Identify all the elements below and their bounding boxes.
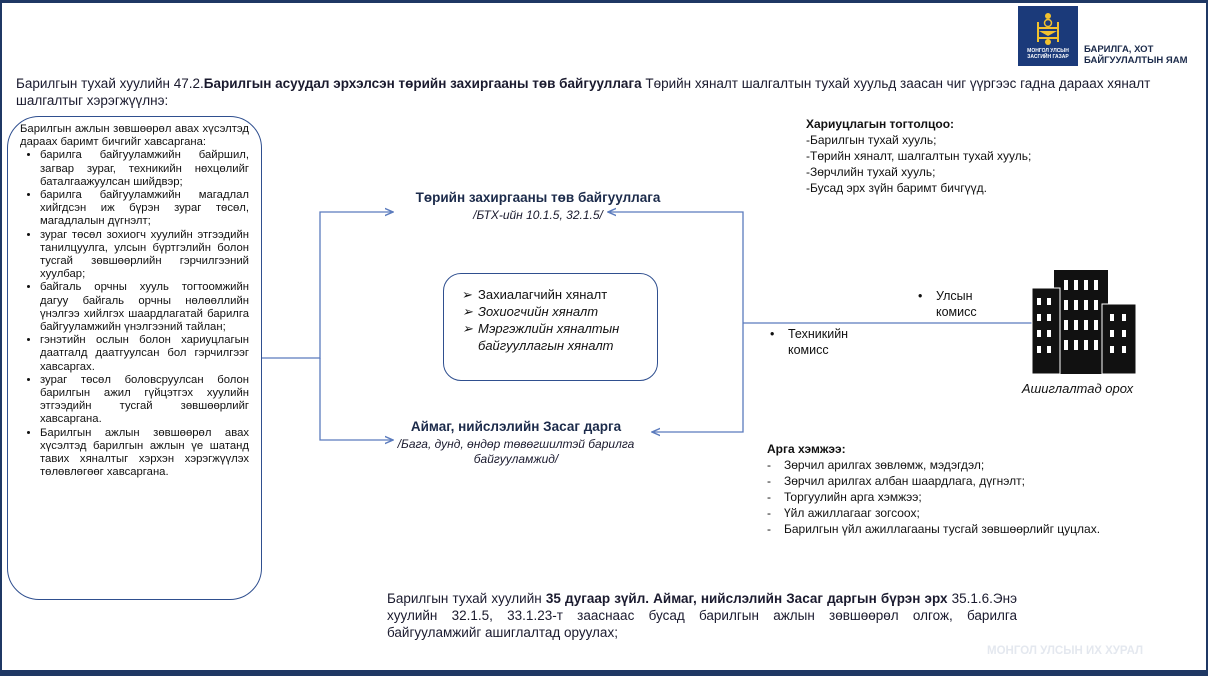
logo-caption: МОНГОЛ УЛСЫН ЗАСГИЙН ГАЗАР (1027, 48, 1069, 60)
technical-commission-label: Техникийн комисс (788, 327, 849, 357)
required-documents-box (7, 116, 262, 600)
measures-list (767, 441, 1187, 537)
list-item: - Зөрчил арилгах албан шаардлага, дүгнэлт; (767, 474, 1025, 488)
list-item: • барилга байгууламжийн магадлал хийгдсэн иж бүрэн зураг төсөл, магадлалын дүгнэлт; (40, 189, 249, 229)
state-commission-label: Улсын комисс (936, 289, 977, 319)
central-authority-reference: /БТХ-ийн 10.1.5, 32.1.5/ (473, 208, 603, 222)
connector-left-to-bottom (320, 358, 393, 440)
arrow-bullet-icon: ➢ (462, 321, 473, 336)
responsibility-system (806, 116, 1106, 196)
central-authority-title: Төрийн захиргааны төв байгууллага (415, 190, 661, 205)
responsibility-heading: Хариуцлагын тогтолцоо: (806, 117, 955, 131)
supervision-item: ➢ Захиалагчийн хяналт (462, 287, 608, 302)
building-icon (1028, 264, 1140, 376)
bullet-icon: • (770, 327, 775, 341)
list-item: -Төрийн хяналт, шалгалтын тухай хууль; (806, 149, 1032, 163)
supervision-types-box (443, 273, 658, 381)
list-item: • Барилгын ажлын зөвшөөрөл авах хүсэлтэд барилгын ажлын үе шатанд тавих хяналтыг хэрхэн хэрэгжүүлэх төлөвлөгөөг хавсаргана. (40, 427, 249, 480)
measures-heading: Арга хэмжээ: (767, 442, 846, 456)
list-item: • гэнэтийн ослын болон хариуцлагын даатгалд даатгуулсан бол гэрчилгээг хавсаргах. (40, 334, 249, 374)
governor-scope: /Бага, дунд, өндөр төвөгшилтэй барилга байгууламжид/ (397, 437, 635, 466)
commissioning-label: Ашиглалтад орох (1021, 381, 1134, 396)
technical-commission (770, 326, 880, 358)
list-item: -Барилгын тухай хууль; (806, 133, 937, 147)
supervision-item: ➢ Зохиогчийн хяналт (462, 304, 599, 319)
arrow-bullet-icon: ➢ (462, 287, 473, 302)
list-item: - Торгуулийн арга хэмжээ; (767, 490, 922, 504)
governor-title: Аймаг, нийслэлийн Засаг дарга (410, 419, 622, 434)
arrow-bullet-icon: ➢ (462, 304, 473, 319)
state-commission (918, 288, 1008, 320)
parliament-watermark: МОНГОЛ УЛСЫН ИХ ХУРАЛ (987, 645, 1144, 657)
intro-part3: Төрийн хяналт шалгалтын тухай хуульд заасан чиг үүргээс гадна дараах хяналт шалгалтыг хэрэгжүүлнэ: (16, 76, 1151, 108)
connector-right-to-bottom (652, 323, 743, 432)
ministry-name: БАРИЛГА, ХОТ БАЙГУУЛАЛТЫН ЯАМ (1084, 44, 1188, 66)
governor-law-text: Барилгын тухай хуулийн 35 дугаар зүйл. Аймаг, нийслэлийн Засаг даргын бүрэн эрх 35.1.6.Энэ хуулийн 32.1.5, 33.1.23-т зааснаас бусад барилгын ажлын зөвшөөрөл олгож, барилга байгууламжийг ашиглалтад оруулах; (387, 591, 1017, 640)
supervision-item: ➢ Мэргэжлийн хяналтын байгууллагын хяналт (462, 321, 620, 353)
list-item: - Үйл ажиллагааг зогсоох; (767, 506, 920, 520)
list-item: - Зөрчил арилгах зөвлөмж, мэдэгдэл; (767, 458, 985, 472)
connector-left-to-top (262, 212, 393, 358)
list-item: - Барилгын үйл ажиллагааны тусгай зөвшөөрлийг цуцлах. (767, 522, 1101, 536)
list-item: • байгаль орчны хууль тогтоомжийн дагуу байгаль орчны нөлөөллийн үнэлгээ хийлгэх шаардлагатай барилга байгууламжийн үнэлгээний тайлан; (40, 281, 249, 334)
required-documents-lead: Барилгын ажлын зөвшөөрөл авах хүсэлтэд дараах баримт бичгийг хавсаргана: (20, 123, 249, 149)
required-documents-list (20, 149, 249, 479)
intro-part1: Барилгын тухай хуулийн 47.2. (16, 76, 204, 91)
list-item: -Зөрчлийн тухай хууль; (806, 165, 936, 179)
list-item: -Бусад эрх зүйн баримт бичгүүд. (806, 181, 987, 195)
intro-part2: Барилгын асуудал эрхэлсэн төрийн захиргааны төв байгууллага (203, 76, 642, 91)
list-item: • барилга байгууламжийн байршил, загвар зураг, техникийн нөхцөлийг баталгаажуулсан шийдвэр; (40, 149, 249, 189)
list-item: • зураг төсөл зохиогч хуулийн этгээдийн танилцуулга, улсын бүртгэлийн болон тусгай зөвшөөрлийн гэрчилгээний хуулбар; (40, 229, 249, 282)
bullet-icon: • (918, 289, 923, 303)
list-item: • зураг төсөл боловсруулсан болон барилгын ажил гүйцэтгэх хуулийн этгээдийн тусгай зөвшөөрлийг хавсаргана. (40, 374, 249, 427)
